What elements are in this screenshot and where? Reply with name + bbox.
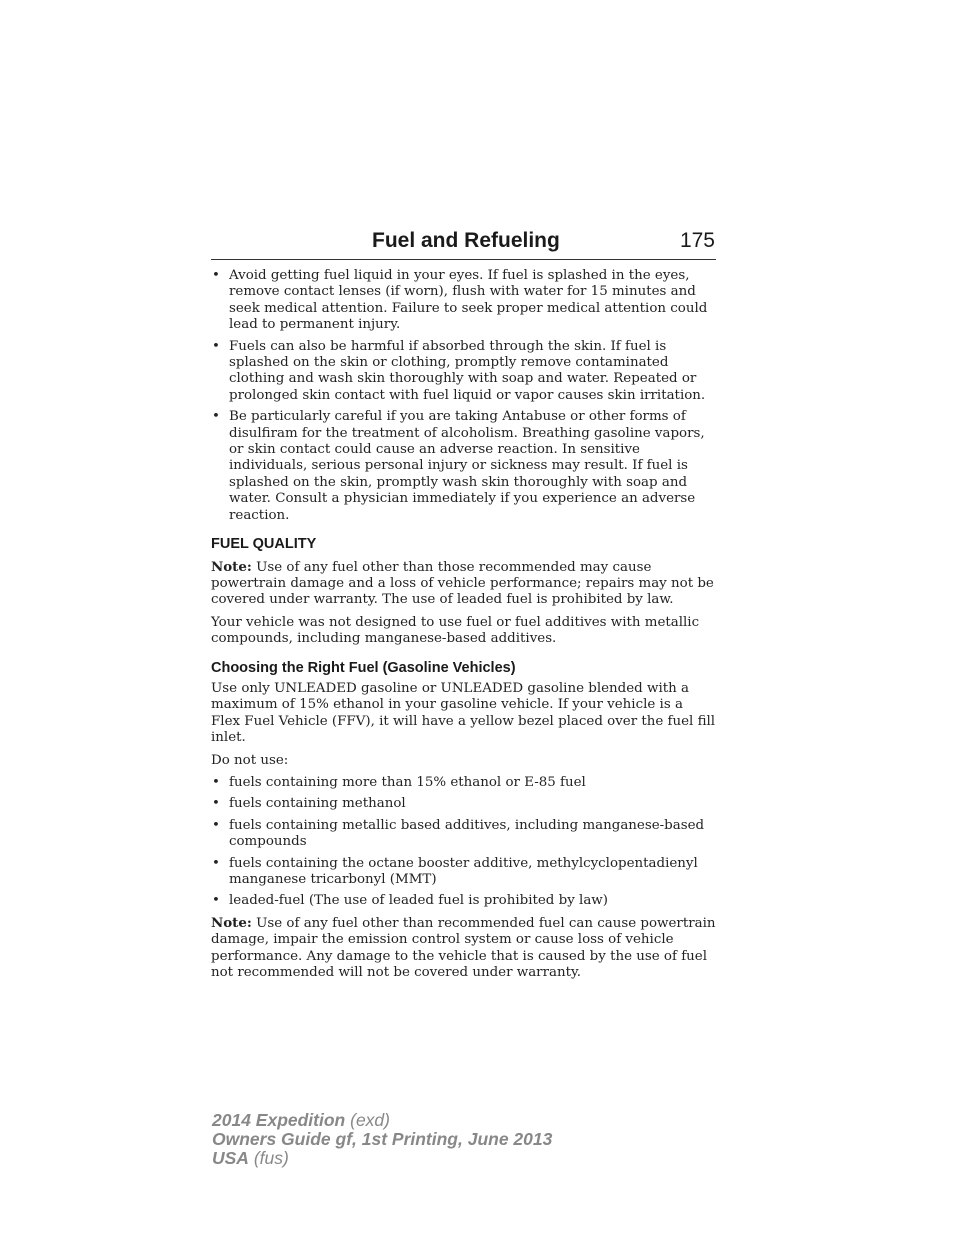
list-item: • Avoid getting fuel liquid in your eyes. If fuel is splashed in the eyes, remove contact lenses (if worn), flush with water for 15 minutes and seek medical attention. Failure to seek proper medical attention could lead to permanent injury. <box>211 268 716 334</box>
list-item: • Fuels can also be harmful if absorbed through the skin. If fuel is splashed on the skin or clothing, promptly remove contaminated clothing and wash skin thoroughly with soap and water. Repeated or prolonged skin contact with fuel liquid or vapor causes skin irritation. <box>211 339 716 405</box>
list-item: • fuels containing methanol <box>211 796 716 812</box>
footer-line-market <box>212 1149 552 1168</box>
choosing-fuel-paragraph: Use only UNLEADED gasoline or UNLEADED gasoline blended with a maximum of 15% ethanol in your gasoline vehicle. If your vehicle is a Flex Fuel Vehicle (FFV), it will have a yellow bezel placed over the fuel fill inlet. <box>211 680 716 746</box>
footer-line-model <box>212 1111 552 1130</box>
footer-market: USA <box>212 1148 249 1168</box>
fuel-quality-paragraph: Your vehicle was not designed to use fuel or fuel additives with metallic compounds, including manganese-based additives. <box>211 614 700 647</box>
footer-line-printing: Owners Guide gf, 1st Printing, June 2013 <box>212 1129 553 1149</box>
choosing-fuel-heading: Choosing the Right Fuel (Gasoline Vehicles) <box>211 659 516 676</box>
list-item: • fuels containing the octane booster additive, methylcyclopentadienyl manganese tricarbonyl (MMT) <box>211 856 716 889</box>
footer-model: 2014 Expedition <box>212 1110 346 1130</box>
note-label: Note: <box>211 558 252 575</box>
do-not-use-list <box>211 775 716 910</box>
do-not-use-label: Do not use: <box>211 752 289 768</box>
note-text: Use of any fuel other than recommended fuel can cause powertrain damage, impair the emission control system or cause loss of vehicle performance. Any damage to the vehicle that is caused by the use of fuel not recommended will not be covered under warranty. <box>211 915 716 981</box>
footer-model-code: (exd) <box>345 1110 390 1130</box>
page-header <box>211 229 716 260</box>
note-label: Note: <box>211 914 252 931</box>
fuel-quality-heading: FUEL QUALITY <box>211 536 317 553</box>
section-title: Fuel and Refueling <box>372 229 560 252</box>
warning-list <box>211 268 716 524</box>
note-text: Use of any fuel other than those recommended may cause powertrain damage and a loss of vehicle performance; repairs may not be covered under warranty. The use of leaded fuel is prohibited by law. <box>211 559 714 608</box>
page-content <box>211 268 716 987</box>
list-item: • leaded-fuel (The use of leaded fuel is prohibited by law) <box>211 893 716 909</box>
page-footer <box>212 1111 552 1168</box>
list-item: • Be particularly careful if you are taking Antabuse or other forms of disulfiram for the treatment of alcoholism. Breathing gasoline vapors, or skin contact could cause an adverse reaction. In sensitive individuals, serious personal injury or sickness may result. If fuel is splashed on the skin, promptly wash skin thoroughly with soap and water. Consult a physician immediately if you experience an adverse reaction. <box>211 409 716 524</box>
fuel-quality-note <box>211 559 716 609</box>
choosing-fuel-note <box>211 915 716 982</box>
list-item: • fuels containing metallic based additives, including manganese-based compounds <box>211 818 716 851</box>
page-number: 175 <box>679 229 715 252</box>
list-item: • fuels containing more than 15% ethanol or E-85 fuel <box>211 775 716 791</box>
footer-market-code: (fus) <box>248 1148 289 1168</box>
